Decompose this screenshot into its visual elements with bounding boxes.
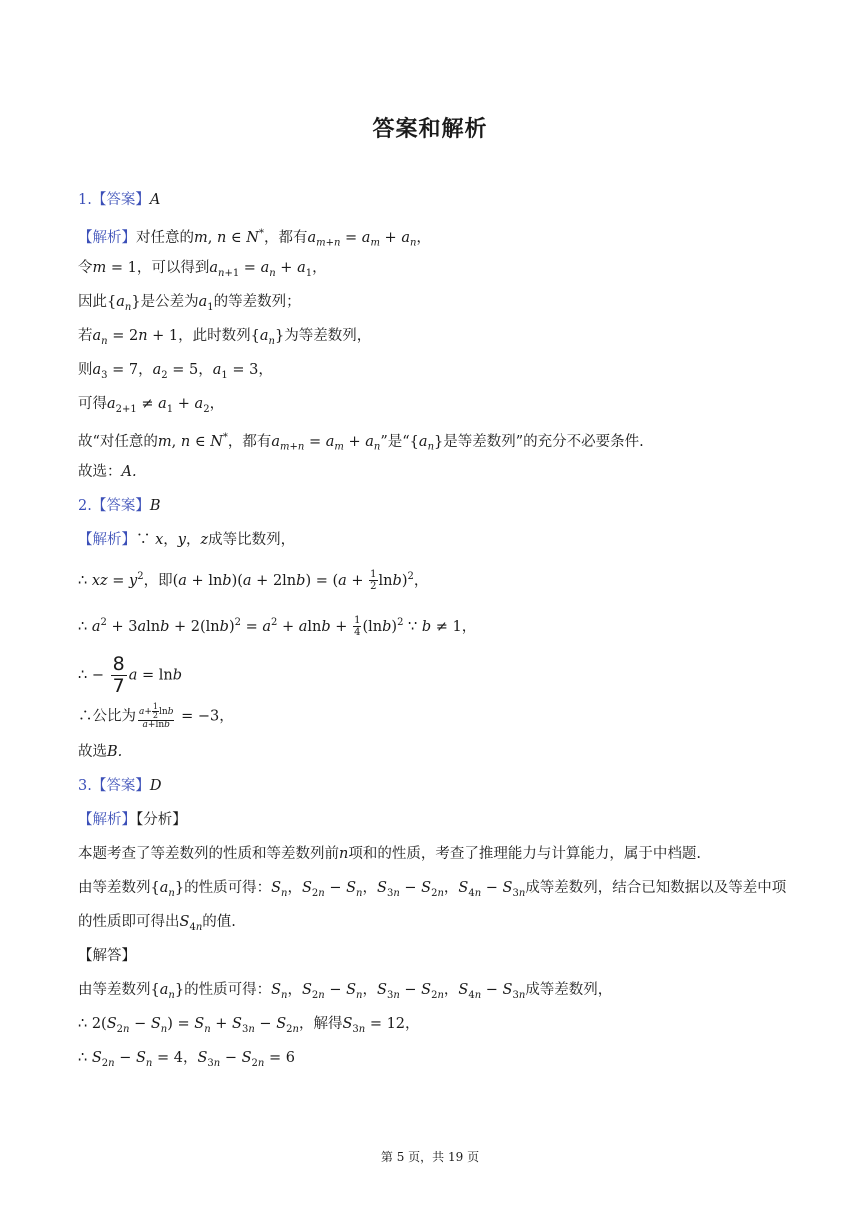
q3-line-6: ∴ $2(S_{2n} - S_n) = S_n + S_{3n} - S_{2n}$，解得$S_{3n} = 12$， (78, 1016, 420, 1035)
q2-line-5: ∴公比为 a+ $\frac{1}{2}$ lnb a+lnb = −3， (78, 702, 234, 730)
q1-analysis-tag: 【解析】 (78, 229, 136, 246)
q3-line-7: ∴ $S_{2n} - S_n = 4$，$S_{3n} - S_{2n} = 6$ (78, 1050, 295, 1069)
q1-line-8: 故选：A. (78, 464, 137, 480)
q1-line-2: 令m = 1，可以得到$a_{n+1} = a_n + a_1$， (78, 260, 327, 279)
q3-line-3: 由等差数列$\{a_n\}$的性质可得：$S_n$，$S_{2n} - S_n$，$S_{3n} - S_{2n}$，$S_{4n} - S_{3n}$成等差数列，结合已知数据以及等差中项 (78, 880, 787, 899)
q2-line-4: ∴ − $\frac{8}{7}$ a = lnb (78, 653, 182, 697)
q3-line-2: 本题考查了等差数列的性质和等差数列前n项和的性质，考查了推理能力与计算能力，属于中档题. (78, 846, 701, 862)
q2-line-1: 【解析】∵ x，y，z成等比数列， (78, 532, 296, 548)
q3-analysis-subtag: 【分析】 (136, 812, 187, 828)
q1-line-4: 若$a_n = 2n + 1$，此时数列$\{a_n\}$为等差数列， (78, 328, 372, 347)
q1-line-7: 故“对任意的m, n ∈ N*，都有$a_{m+n} = a_m + a_n$”是“$\{a_n\}$是等差数列”的充分不必要条件. (78, 432, 644, 453)
q2-line-6: 故选B. (78, 744, 123, 760)
q1-line-6: 可得$a_{2+1} \ne a_1 + a_2$， (78, 396, 225, 415)
q2-answer: B (149, 498, 161, 514)
q2-line-2: ∴ xz = $y^2$，即(a + lnb)(a + 2lnb) = (a + $\frac{1}{2}$ lnb)$^2$， (78, 569, 429, 593)
q2-answer-label: 2.【答案】 (78, 498, 150, 514)
q2-line-3: ∴ $a^2 + 3alnb + 2(\ln b)^2 = a^2 + alnb$ + $\frac{1}{4}$ $(\ln b)^2$ ∵ b ≠ 1， (78, 615, 477, 639)
q3-answer: D (149, 778, 162, 794)
q3-heading (78, 775, 161, 797)
q1-heading (78, 189, 160, 211)
q2-analysis-tag: 【解析】 (78, 532, 136, 548)
q1-line-1: 【解析】对任意的m, n ∈ N*，都有$a_{m+n} = a_m + a_n$， (78, 228, 431, 249)
q1-line-5: 则$a_3 = 7$，$a_2 = 5$，$a_1 = 3$， (78, 362, 273, 381)
q2-heading (78, 495, 161, 517)
q1-answer-label: 1.【答案】 (78, 192, 150, 208)
page-footer: 第 5 页，共 19 页 (380, 1150, 480, 1164)
q3-analysis-tag: 【解析】 (78, 812, 136, 828)
q3-line-1 (78, 809, 187, 831)
q1-line-3: 因此$\{a_n\}$是公差为$a_1$的等差数列； (78, 294, 301, 313)
q3-line-5: 由等差数列$\{a_n\}$的性质可得：$S_n$，$S_{2n} - S_n$，$S_{3n} - S_{2n}$，$S_{4n} - S_{3n}$成等差数列， (78, 982, 613, 1001)
q3-solution-tag: 【解答】 (78, 948, 136, 964)
q1-answer: A (149, 192, 161, 208)
q3-answer-label: 3.【答案】 (78, 778, 150, 794)
q3-line-4: 的性质即可得出$S_{4n}$的值. (78, 914, 236, 933)
page-title: 答案和解析 (372, 117, 488, 142)
